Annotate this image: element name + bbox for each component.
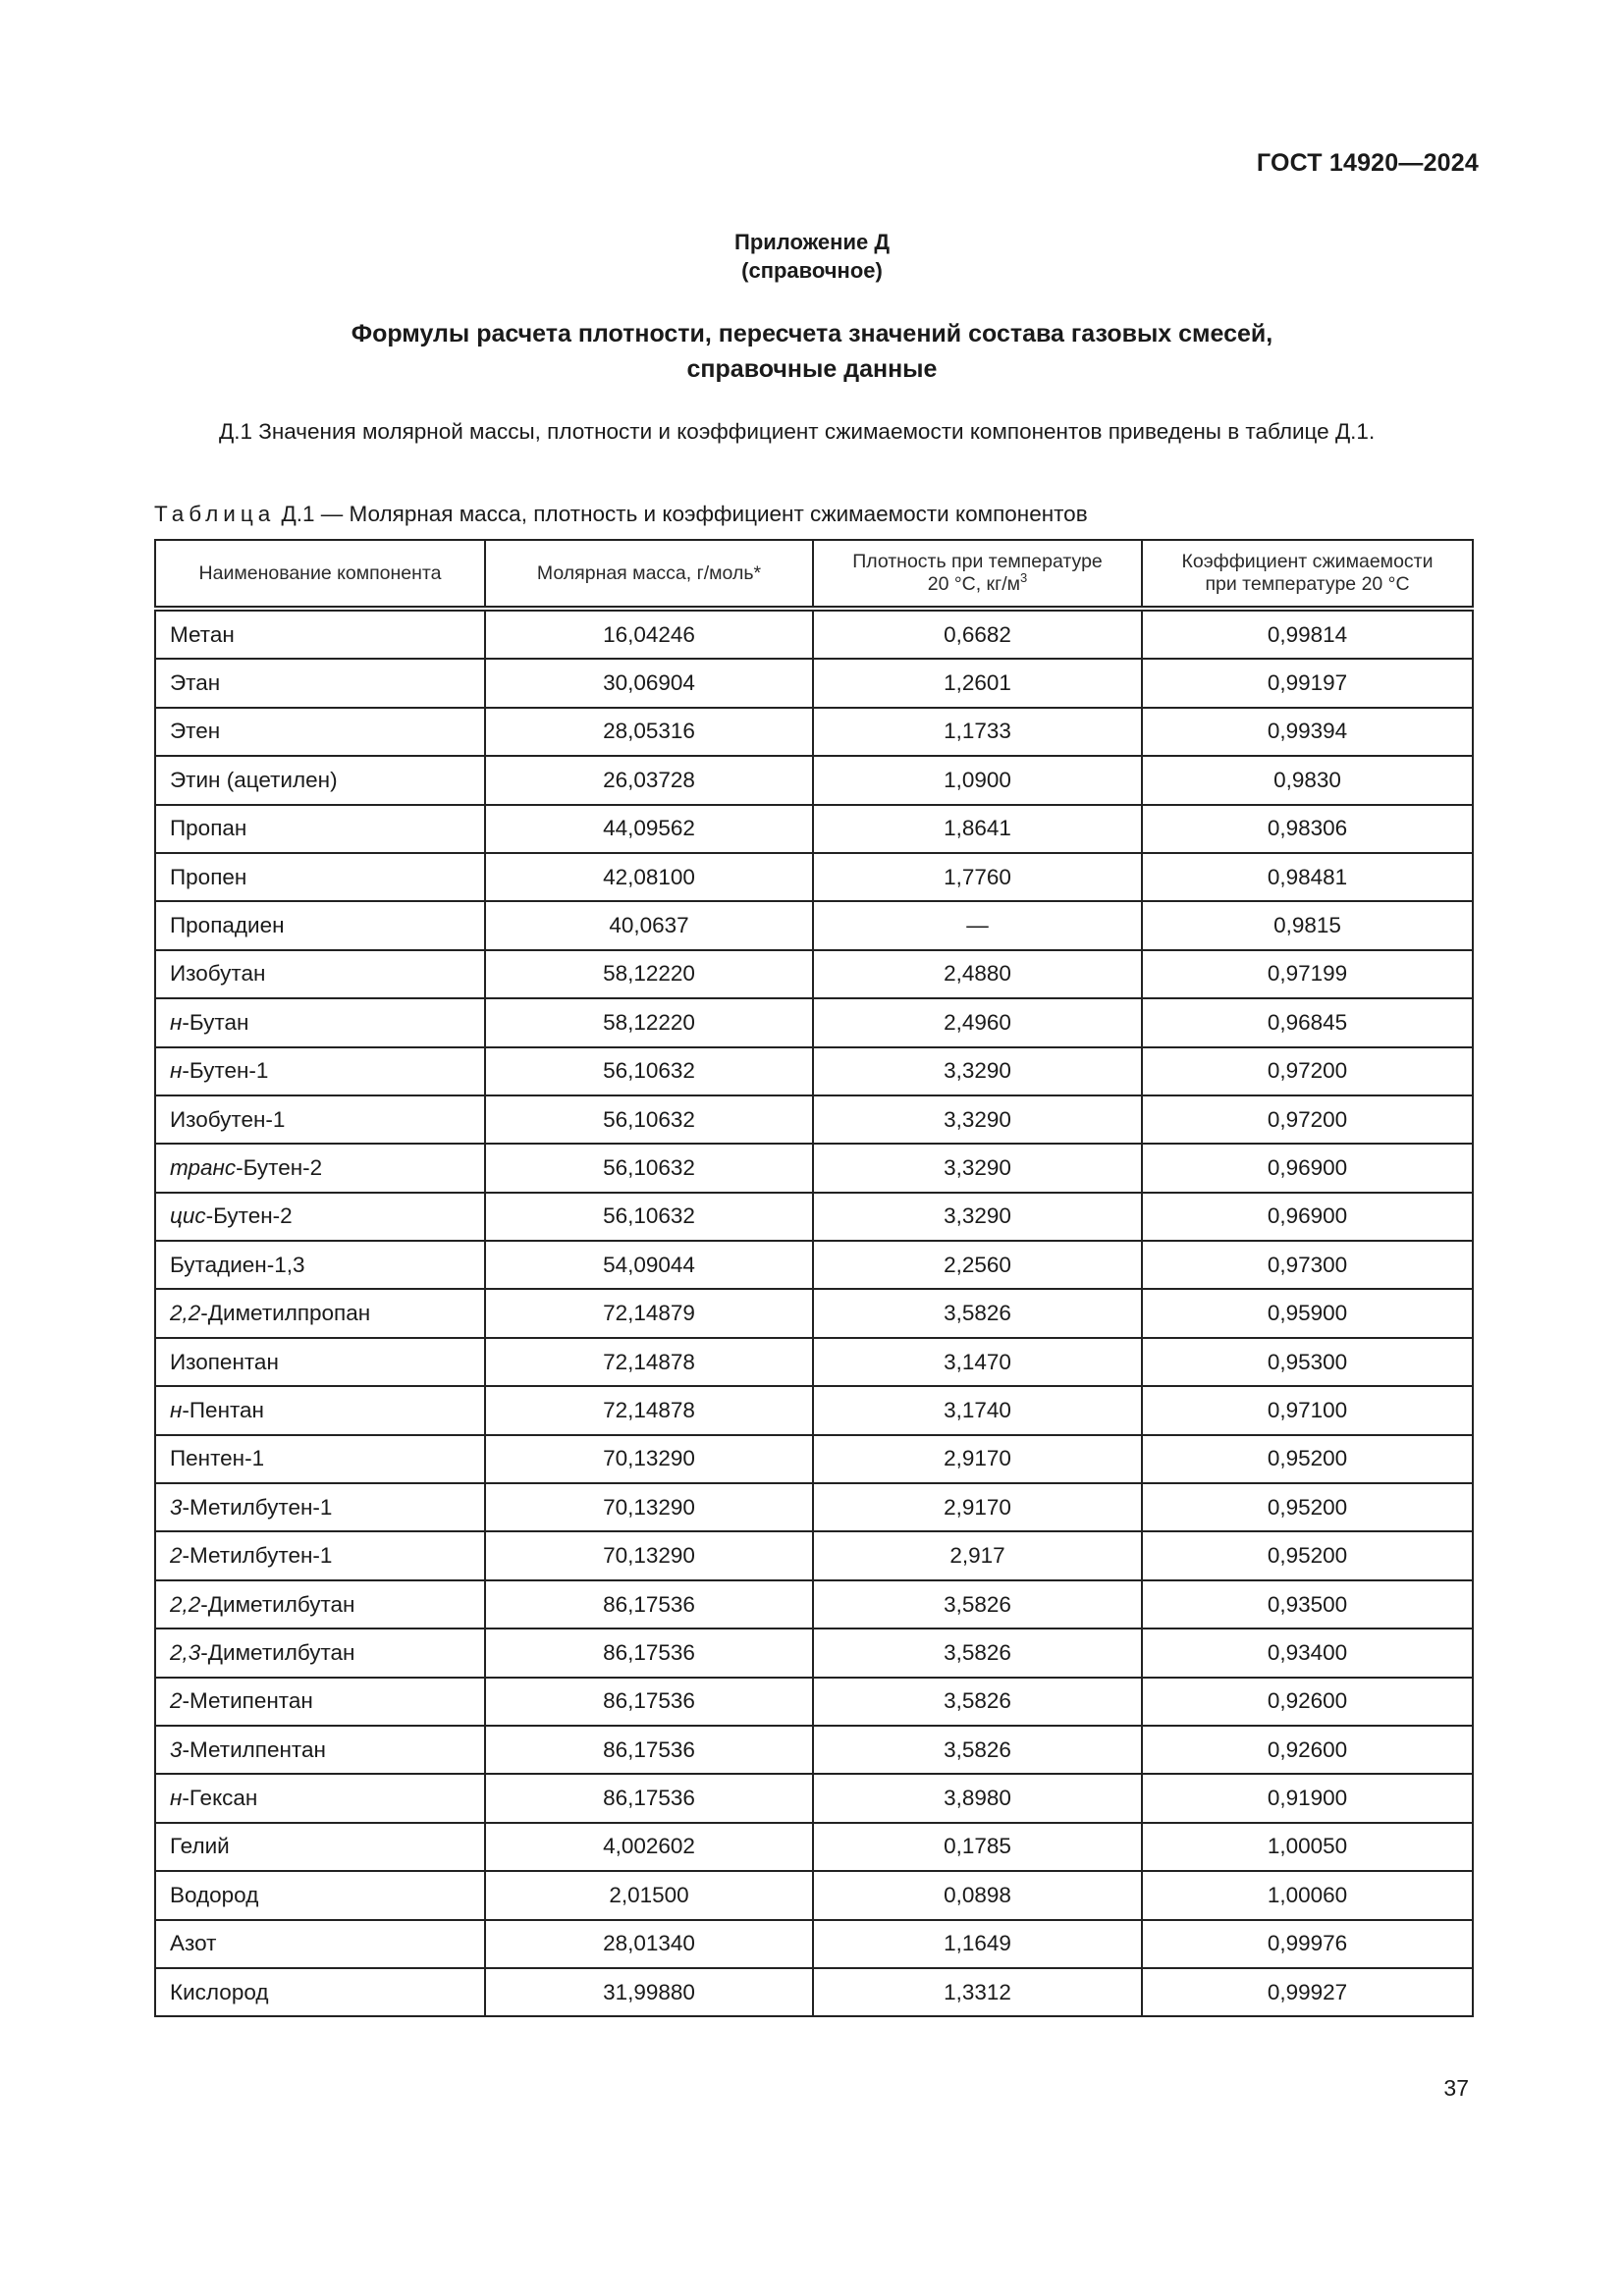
component-name-prefix: цис (170, 1203, 206, 1229)
compressibility-cell: 0,95200 (1142, 1531, 1473, 1579)
table-caption (154, 501, 1088, 528)
density-header-line-2: 20 °С, кг/м (927, 573, 1021, 595)
component-name (155, 1095, 485, 1144)
table-row (155, 1871, 1473, 1919)
table-row (155, 998, 1473, 1046)
compressibility-cell: 0,9815 (1142, 901, 1473, 949)
molar-mass-cell: 56,10632 (485, 1047, 813, 1095)
component-name-text: -Диметилбутан (200, 1639, 355, 1665)
compressibility-cell: 1,00060 (1142, 1871, 1473, 1919)
component-name-text: Пропан (170, 816, 247, 841)
table-row (155, 805, 1473, 853)
density-cell: 2,4960 (813, 998, 1142, 1046)
table-row (155, 1193, 1473, 1241)
appendix-subtitle: (справочное) (741, 258, 883, 283)
component-name-prefix: 2,2 (170, 1301, 201, 1326)
table-row (155, 1726, 1473, 1774)
table-row (155, 1435, 1473, 1483)
density-cell: 1,0900 (813, 756, 1142, 804)
table-row (155, 1774, 1473, 1822)
component-name (155, 609, 485, 659)
component-name-text: -Метилпентан (182, 1736, 326, 1762)
page-number: 37 (1443, 2075, 1469, 2101)
component-name-text: -Метилбутен-1 (182, 1494, 333, 1520)
density-header-superscript: 3 (1020, 570, 1028, 585)
molar-mass-cell: 70,13290 (485, 1483, 813, 1531)
density-cell: 1,8641 (813, 805, 1142, 853)
molar-mass-cell: 26,03728 (485, 756, 813, 804)
component-name-text: -Пентан (182, 1397, 264, 1422)
component-name-text: -Бутен-1 (182, 1058, 269, 1084)
component-name-text: Бутадиен-1,3 (170, 1252, 305, 1277)
component-name (155, 708, 485, 756)
molar-mass-cell: 86,17536 (485, 1678, 813, 1726)
table-row (155, 1823, 1473, 1871)
table-row (155, 1531, 1473, 1579)
component-name-text: Метан (170, 621, 235, 647)
table-row (155, 659, 1473, 707)
compressibility-cell: 0,99927 (1142, 1968, 1473, 2016)
density-cell: 2,917 (813, 1531, 1142, 1579)
table-row (155, 1241, 1473, 1289)
table-row (155, 1968, 1473, 2016)
molar-mass-cell: 86,17536 (485, 1629, 813, 1677)
density-cell: 3,1740 (813, 1386, 1142, 1434)
component-name-text: Изобутен-1 (170, 1106, 286, 1132)
component-name-prefix: н (170, 1009, 183, 1035)
component-name (155, 1871, 485, 1919)
compressibility-cell: 0,91900 (1142, 1774, 1473, 1822)
component-name-prefix: 2,2 (170, 1591, 201, 1617)
component-name (155, 1629, 485, 1677)
density-cell: 3,8980 (813, 1774, 1142, 1822)
component-name-text: Этен (170, 719, 221, 744)
molar-mass-cell: 2,01500 (485, 1871, 813, 1919)
compressibility-cell: 0,96900 (1142, 1193, 1473, 1241)
component-name (155, 1823, 485, 1871)
component-name (155, 805, 485, 853)
table-row (155, 950, 1473, 998)
molar-mass-cell: 42,08100 (485, 853, 813, 901)
table-header-row (155, 540, 1473, 609)
molar-mass-cell: 54,09044 (485, 1241, 813, 1289)
density-header-line-1: Плотность при температуре (852, 551, 1103, 572)
component-name-prefix: н (170, 1058, 183, 1084)
table-row (155, 1047, 1473, 1095)
density-cell: 0,6682 (813, 609, 1142, 659)
molar-mass-cell: 70,13290 (485, 1435, 813, 1483)
density-cell: 2,4880 (813, 950, 1142, 998)
density-cell: 0,0898 (813, 1871, 1142, 1919)
component-name-text: Пропен (170, 864, 247, 889)
molar-mass-cell: 72,14879 (485, 1289, 813, 1337)
component-name-prefix: 2,3 (170, 1639, 201, 1665)
compressibility-cell: 0,99394 (1142, 708, 1473, 756)
compressibility-cell: 0,93400 (1142, 1629, 1473, 1677)
molar-mass-cell: 72,14878 (485, 1386, 813, 1434)
compressibility-cell: 0,99197 (1142, 659, 1473, 707)
compressibility-cell: 0,99814 (1142, 609, 1473, 659)
component-name-text: Пропадиен (170, 913, 285, 938)
density-cell: 3,3290 (813, 1095, 1142, 1144)
component-name-prefix: н (170, 1397, 183, 1422)
molar-mass-cell: 16,04246 (485, 609, 813, 659)
table-row (155, 1095, 1473, 1144)
component-name-prefix: 2 (170, 1543, 183, 1569)
component-name-text: Изобутан (170, 961, 266, 987)
table-row (155, 1629, 1473, 1677)
compressibility-cell: 0,95200 (1142, 1435, 1473, 1483)
compressibility-cell: 0,97300 (1142, 1241, 1473, 1289)
density-cell: 1,7760 (813, 853, 1142, 901)
compressibility-cell: 0,95900 (1142, 1289, 1473, 1337)
density-cell: 2,9170 (813, 1483, 1142, 1531)
compressibility-header-line-2: при температуре 20 °С (1205, 573, 1410, 595)
compressibility-cell: 0,97200 (1142, 1095, 1473, 1144)
intro-paragraph: Д.1 Значения молярной массы, плотности и коэффициент сжимаемости компонентов приведены в таблице Д.1. (219, 419, 1376, 444)
table-row (155, 756, 1473, 804)
density-cell: 3,3290 (813, 1144, 1142, 1192)
molar-mass-cell: 31,99880 (485, 1968, 813, 2016)
density-cell: — (813, 901, 1142, 949)
component-name (155, 1774, 485, 1822)
molar-mass-cell: 56,10632 (485, 1095, 813, 1144)
component-name-text: Этан (170, 670, 221, 696)
component-name-prefix: 3 (170, 1736, 183, 1762)
table-caption-label: Таблица (154, 502, 276, 526)
compressibility-cell: 0,96900 (1142, 1144, 1473, 1192)
component-name (155, 1726, 485, 1774)
compressibility-cell: 0,92600 (1142, 1726, 1473, 1774)
table-row (155, 853, 1473, 901)
density-cell: 3,3290 (813, 1047, 1142, 1095)
component-name-text: Изопентан (170, 1349, 279, 1374)
molar-mass-cell: 58,12220 (485, 998, 813, 1046)
density-cell: 1,3312 (813, 1968, 1142, 2016)
compressibility-cell: 0,99976 (1142, 1920, 1473, 1968)
compressibility-cell: 0,97199 (1142, 950, 1473, 998)
column-header-density (813, 540, 1142, 609)
density-cell: 2,9170 (813, 1435, 1142, 1483)
component-name-text: -Диметилбутан (200, 1591, 355, 1617)
molar-mass-cell: 86,17536 (485, 1726, 813, 1774)
compressibility-cell: 0,97100 (1142, 1386, 1473, 1434)
table-body (155, 609, 1473, 2016)
component-name (155, 1338, 485, 1386)
component-name-text: Пентен-1 (170, 1446, 265, 1471)
component-name (155, 853, 485, 901)
component-name-prefix: транс (170, 1154, 237, 1180)
component-name (155, 1047, 485, 1095)
section-heading (0, 316, 1624, 387)
density-cell: 3,5826 (813, 1580, 1142, 1629)
density-cell: 3,5826 (813, 1726, 1142, 1774)
component-name (155, 1435, 485, 1483)
molar-mass-cell: 58,12220 (485, 950, 813, 998)
component-name (155, 1144, 485, 1192)
component-name-text: -Бутен-2 (236, 1154, 323, 1180)
component-name (155, 998, 485, 1046)
molar-mass-cell: 86,17536 (485, 1774, 813, 1822)
component-name (155, 756, 485, 804)
component-name-text: Этин (ацетилен) (170, 767, 338, 792)
section-heading-line-1: Формулы расчета плотности, пересчета значений состава газовых смесей, (351, 320, 1273, 347)
density-cell: 3,1470 (813, 1338, 1142, 1386)
molar-mass-cell: 86,17536 (485, 1580, 813, 1629)
density-cell: 3,5826 (813, 1289, 1142, 1337)
molar-mass-cell: 28,05316 (485, 708, 813, 756)
component-name-prefix: 2 (170, 1688, 183, 1714)
compressibility-cell: 0,96845 (1142, 998, 1473, 1046)
component-name-text: Гелий (170, 1834, 230, 1859)
molar-mass-cell: 30,06904 (485, 659, 813, 707)
component-name (155, 1531, 485, 1579)
compressibility-cell: 0,95200 (1142, 1483, 1473, 1531)
molar-mass-cell: 70,13290 (485, 1531, 813, 1579)
component-name-text: Азот (170, 1931, 217, 1956)
density-cell: 1,1649 (813, 1920, 1142, 1968)
table-row (155, 1920, 1473, 1968)
component-name (155, 659, 485, 707)
table-row (155, 1483, 1473, 1531)
components-table (154, 539, 1474, 2017)
document-code: ГОСТ 14920—2024 (1256, 149, 1479, 177)
component-name-text: -Метилбутен-1 (182, 1543, 333, 1569)
component-name (155, 1241, 485, 1289)
density-cell: 1,1733 (813, 708, 1142, 756)
density-cell: 0,1785 (813, 1823, 1142, 1871)
table-row (155, 708, 1473, 756)
table-row (155, 1678, 1473, 1726)
column-header-name: Наименование компонента (155, 540, 485, 609)
compressibility-cell: 0,95300 (1142, 1338, 1473, 1386)
component-name-text: Водород (170, 1882, 259, 1907)
table-row (155, 1386, 1473, 1434)
component-name-prefix: 3 (170, 1494, 183, 1520)
table-row (155, 1338, 1473, 1386)
molar-mass-cell: 56,10632 (485, 1193, 813, 1241)
molar-mass-cell: 72,14878 (485, 1338, 813, 1386)
molar-mass-cell: 28,01340 (485, 1920, 813, 1968)
column-header-compressibility (1142, 540, 1473, 609)
density-cell: 3,5826 (813, 1678, 1142, 1726)
component-name-prefix: н (170, 1786, 183, 1811)
molar-mass-cell: 4,002602 (485, 1823, 813, 1871)
component-name-text: Кислород (170, 1979, 269, 2004)
table-row (155, 901, 1473, 949)
component-name (155, 1289, 485, 1337)
density-cell: 3,3290 (813, 1193, 1142, 1241)
compressibility-cell: 0,98481 (1142, 853, 1473, 901)
component-name (155, 1386, 485, 1434)
component-name (155, 901, 485, 949)
compressibility-header-line-1: Коэффициент сжимаемости (1181, 551, 1434, 572)
molar-mass-cell: 44,09562 (485, 805, 813, 853)
section-heading-line-2: справочные данные (686, 355, 938, 383)
compressibility-cell: 1,00050 (1142, 1823, 1473, 1871)
component-name (155, 950, 485, 998)
table-row (155, 609, 1473, 659)
appendix-header (0, 228, 1624, 285)
density-cell: 2,2560 (813, 1241, 1142, 1289)
compressibility-cell: 0,92600 (1142, 1678, 1473, 1726)
component-name-text: -Бутан (182, 1009, 249, 1035)
component-name (155, 1920, 485, 1968)
density-cell: 1,2601 (813, 659, 1142, 707)
density-cell: 3,5826 (813, 1629, 1142, 1677)
appendix-title: Приложение Д (734, 230, 890, 254)
compressibility-cell: 0,93500 (1142, 1580, 1473, 1629)
molar-mass-cell: 40,0637 (485, 901, 813, 949)
component-name (155, 1580, 485, 1629)
component-name-text: -Гексан (182, 1786, 258, 1811)
column-header-molar-mass: Молярная масса, г/моль* (485, 540, 813, 609)
compressibility-cell: 0,98306 (1142, 805, 1473, 853)
compressibility-cell: 0,9830 (1142, 756, 1473, 804)
table-row (155, 1289, 1473, 1337)
table-row (155, 1144, 1473, 1192)
component-name (155, 1483, 485, 1531)
component-name (155, 1968, 485, 2016)
compressibility-cell: 0,97200 (1142, 1047, 1473, 1095)
component-name-text: -Бутен-2 (205, 1203, 293, 1229)
component-name-text: -Диметилпропан (200, 1301, 371, 1326)
component-name-text: -Метипентан (182, 1688, 313, 1714)
component-name (155, 1193, 485, 1241)
component-name (155, 1678, 485, 1726)
table-row (155, 1580, 1473, 1629)
molar-mass-cell: 56,10632 (485, 1144, 813, 1192)
table-caption-text: Д.1 — Молярная масса, плотность и коэффициент сжимаемости компонентов (275, 502, 1088, 526)
